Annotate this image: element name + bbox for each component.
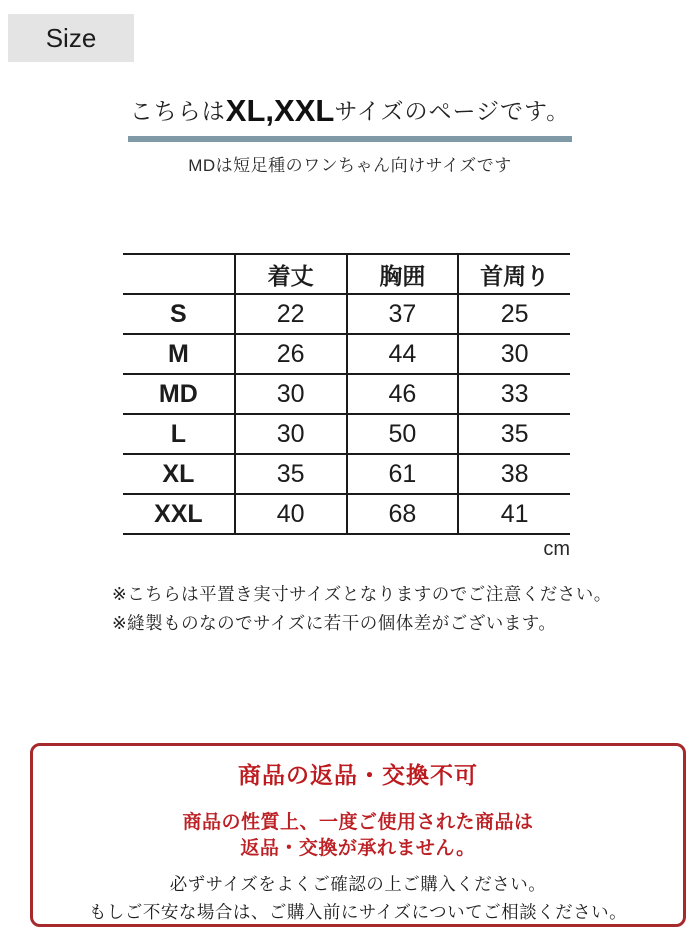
row-label-md: MD: [123, 374, 235, 414]
size-cell: 25: [458, 294, 570, 334]
notes: [112, 580, 612, 638]
size-cell: 68: [347, 494, 459, 534]
size-cell: 30: [235, 374, 347, 414]
note-line-flat-measurement: ※こちらは平置き実寸サイズとなりますのでご注意ください。: [112, 584, 612, 604]
size-cell: 46: [347, 374, 459, 414]
size-cell: 26: [235, 334, 347, 374]
heading-prefix: こちらは: [129, 98, 226, 124]
row-label-xl: XL: [123, 454, 235, 494]
table-row: [123, 494, 570, 534]
row-label-l: L: [123, 414, 235, 454]
note-line-sewing-variance: ※縫製ものなのでサイズに若干の個体差がございます。: [112, 613, 557, 633]
subheading: MDは短足種のワンちゃん向けサイズです: [188, 156, 512, 176]
warning-red-line2: 返品・交換が承れません。: [240, 838, 476, 859]
size-table: [123, 253, 570, 535]
warning-black-text: [33, 870, 683, 926]
size-cell: 30: [235, 414, 347, 454]
table-header-row: [123, 254, 570, 294]
size-cell: 22: [235, 294, 347, 334]
size-cell: 33: [458, 374, 570, 414]
size-cell: 38: [458, 454, 570, 494]
heading-size-emphasis: XL,XXL: [225, 93, 335, 128]
size-cell: 37: [347, 294, 459, 334]
heading-suffix: サイズのページです。: [334, 98, 571, 124]
table-row: [123, 454, 570, 494]
table-row: [123, 334, 570, 374]
return-policy-warning-box: [30, 743, 686, 927]
size-cell: 30: [458, 334, 570, 374]
row-label-xxl: XXL: [123, 494, 235, 534]
header-empty-cell: [123, 254, 235, 294]
table-row: [123, 294, 570, 334]
warning-title: 商品の返品・交換不可: [238, 762, 478, 788]
warning-red-line1: 商品の性質上、一度ご使用された商品は: [182, 812, 534, 833]
warning-black-line1: 必ずサイズをよくご確認の上ご購入ください。: [169, 874, 547, 894]
size-cell: 44: [347, 334, 459, 374]
header-neck: 首周り: [458, 254, 570, 294]
row-label-m: M: [123, 334, 235, 374]
header-chest: 胸囲: [347, 254, 459, 294]
page-heading: [128, 92, 572, 142]
size-cell: 35: [458, 414, 570, 454]
size-cell: 40: [235, 494, 347, 534]
unit-label: cm: [543, 538, 570, 560]
row-label-s: S: [123, 294, 235, 334]
table-row: [123, 374, 570, 414]
header-garment-length: 着丈: [235, 254, 347, 294]
warning-red-text: [33, 810, 683, 862]
heading-wrap: [0, 92, 700, 176]
size-cell: 61: [347, 454, 459, 494]
size-cell: 41: [458, 494, 570, 534]
size-cell: 35: [235, 454, 347, 494]
table-row: [123, 414, 570, 454]
size-section-label: Size: [8, 14, 134, 62]
warning-black-line2: もしご不安な場合は、ご購入前にサイズについてご相談ください。: [88, 902, 628, 922]
size-cell: 50: [347, 414, 459, 454]
